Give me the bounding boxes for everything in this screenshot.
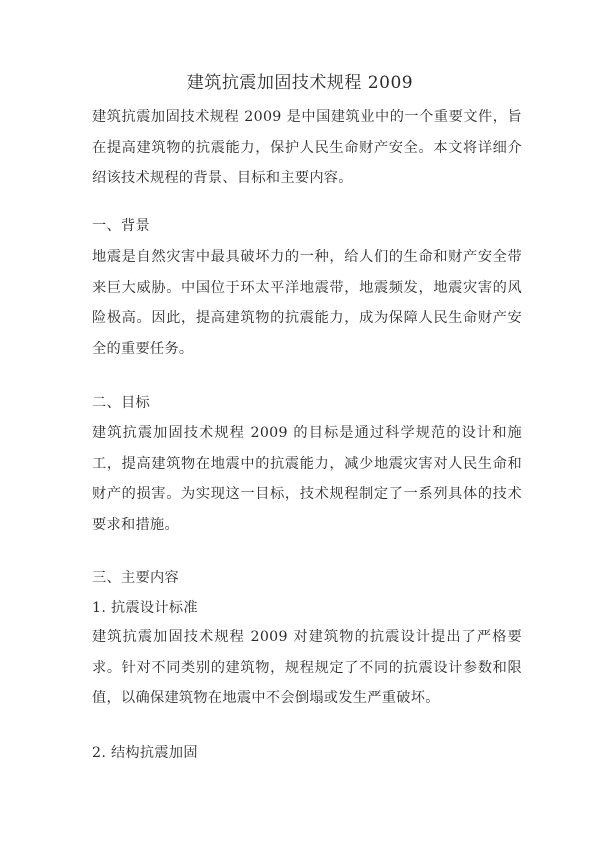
section-heading-background: 一、背景 (92, 218, 150, 234)
subsection-heading-seismic-design: 1. 抗震设计标准 (92, 600, 198, 616)
document-title: 建筑抗震加固技术规程 2009 (186, 73, 414, 93)
seismic-design-paragraph: 建筑抗震加固技术规程 2009 对建筑物的抗震设计提出了严格要求。针对不同类别的建筑物，规程规定了不同的抗震设计参数和限值，以确保建筑物在地震中不会倒塌或发生严重破坏。 (92, 629, 522, 706)
subsection-heading-structural-reinforcement: 2. 结构抗震加固 (92, 745, 198, 761)
intro-paragraph: 建筑抗震加固技术规程 2009 是中国建筑业中的一个重要文件，旨在提高建筑物的抗震能力，保护人民生命财产安全。本文将详细介绍该技术规程的背景、目标和主要内容。 (92, 109, 522, 186)
background-paragraph: 地震是自然灾害中最具破坏力的一种，给人们的生命和财产安全带来巨大威胁。中国位于环太平洋地震带，地震频发，地震灾害的风险极高。因此，提高建筑物的抗震能力，成为保障人民生命财产安全的重要任务。 (92, 249, 522, 357)
goals-paragraph: 建筑抗震加固技术规程 2009 的目标是通过科学规范的设计和施工，提高建筑物在地震中的抗震能力，减少地震灾害对人民生命和财产的损害。为实现这一目标，技术规程制定了一系列具体的技术要求和措施。 (92, 425, 522, 533)
section-heading-main-content: 三、主要内容 (92, 570, 179, 586)
section-heading-goals: 二、目标 (92, 395, 150, 411)
